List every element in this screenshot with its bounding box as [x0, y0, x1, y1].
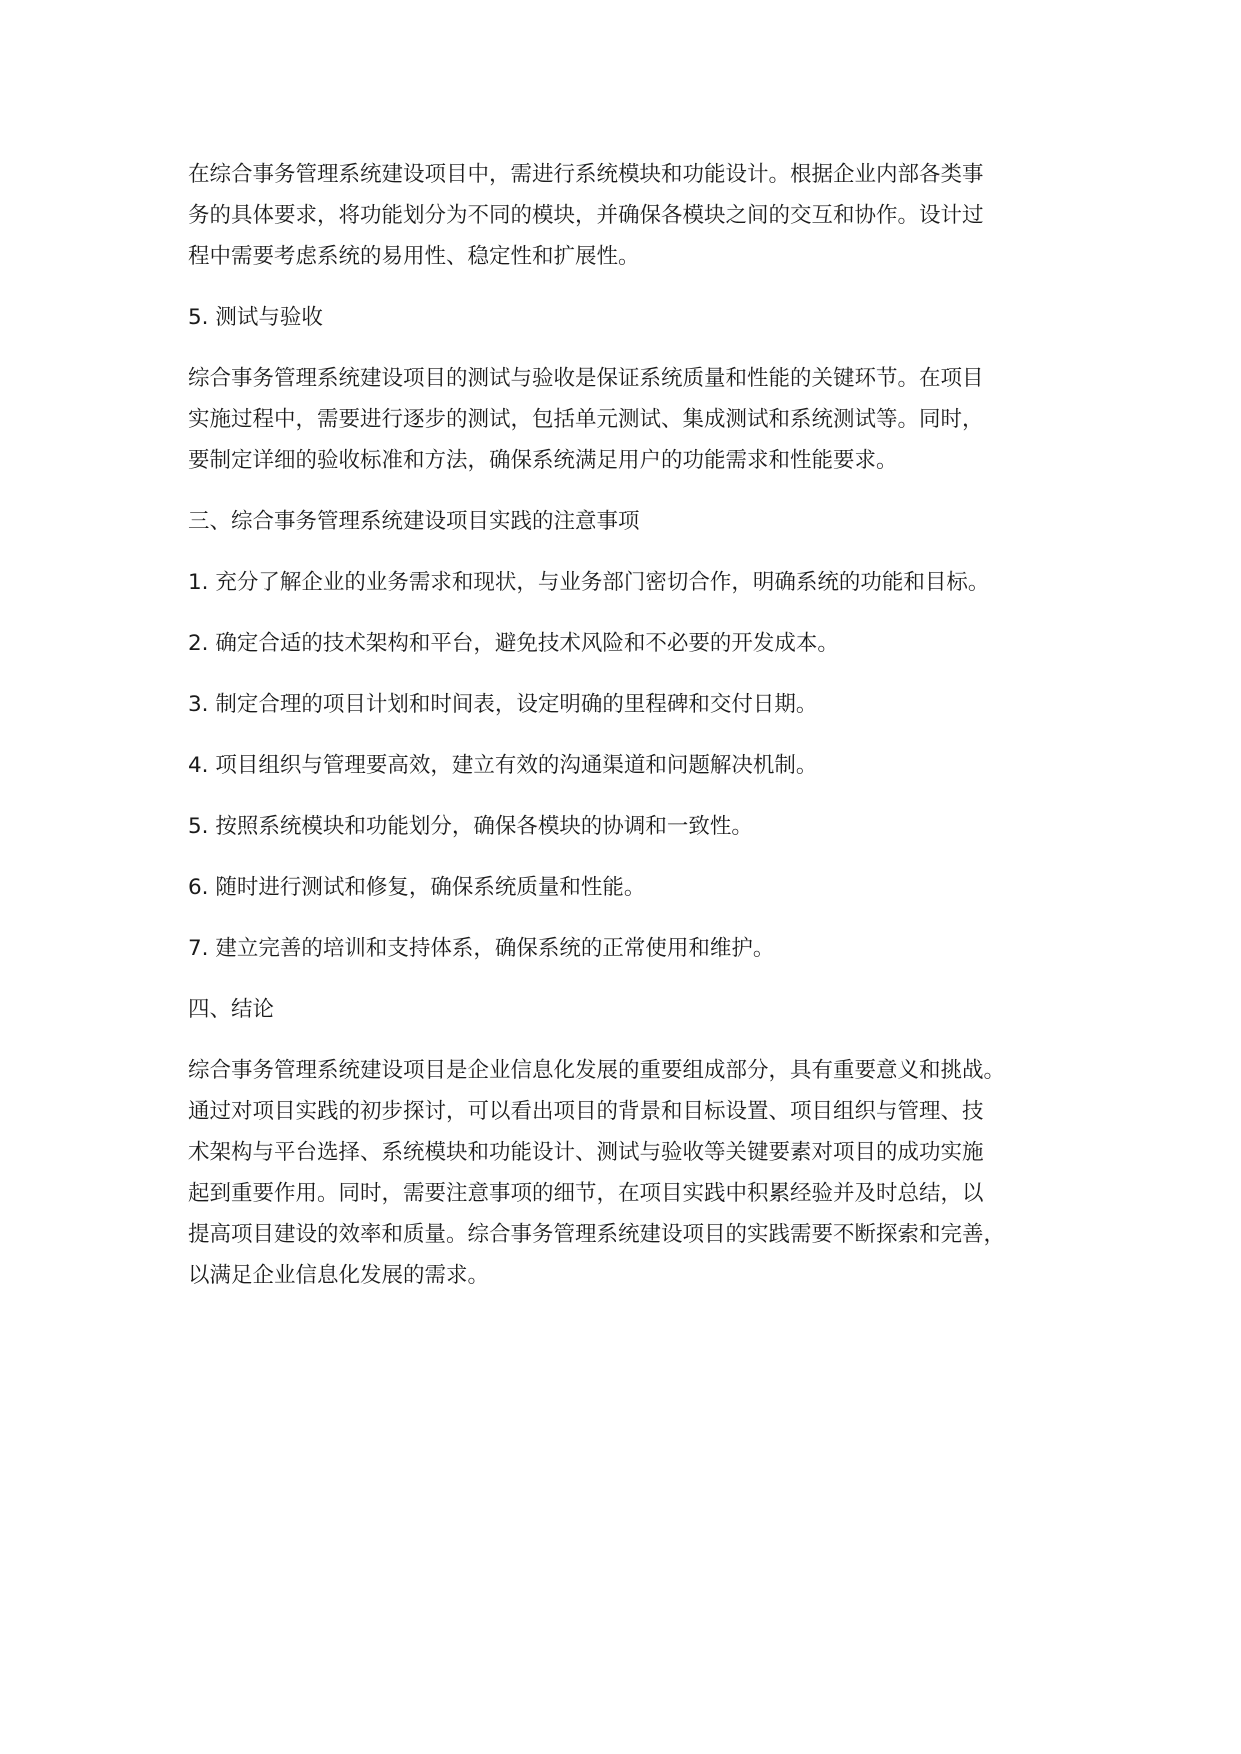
section-heading-testing: 5. 测试与验收 [188, 305, 323, 330]
list-item: 2. 确定合适的技术架构和平台，避免技术风险和不必要的开发成本。 [188, 631, 839, 656]
list-item: 7. 建立完善的培训和支持体系，确保系统的正常使用和维护。 [188, 936, 775, 961]
text-line: 起到重要作用。同时，需要注意事项的细节，在项目实践中积累经验并及时总结，以 [188, 1181, 984, 1206]
text-line: 程中需要考虑系统的易用性、稳定性和扩展性。 [188, 244, 640, 269]
paragraph-testing [188, 358, 1088, 481]
list-item: 3. 制定合理的项目计划和时间表，设定明确的里程碑和交付日期。 [188, 692, 818, 717]
document-body [188, 154, 1088, 1316]
paragraph-system-design [188, 154, 1088, 277]
text-line: 综合事务管理系统建设项目的测试与验收是保证系统质量和性能的关键环节。在项目 [188, 366, 984, 391]
text-line: 要制定详细的验收标准和方法，确保系统满足用户的功能需求和性能要求。 [188, 448, 898, 473]
list-item: 4. 项目组织与管理要高效，建立有效的沟通渠道和问题解决机制。 [188, 753, 818, 778]
list-item: 5. 按照系统模块和功能划分，确保各模块的协调和一致性。 [188, 814, 753, 839]
section-heading-notes: 三、综合事务管理系统建设项目实践的注意事项 [188, 509, 640, 534]
text-line: 实施过程中，需要进行逐步的测试，包括单元测试、集成测试和系统测试等。同时， [188, 407, 984, 432]
list-item: 1. 充分了解企业的业务需求和现状，与业务部门密切合作，明确系统的功能和目标。 [188, 570, 990, 595]
text-line: 务的具体要求，将功能划分为不同的模块，并确保各模块之间的交互和协作。设计过 [188, 203, 984, 228]
text-line: 在综合事务管理系统建设项目中，需进行系统模块和功能设计。根据企业内部各类事 [188, 162, 984, 187]
text-line: 通过对项目实践的初步探讨，可以看出项目的背景和目标设置、项目组织与管理、技 [188, 1099, 984, 1124]
text-line: 以满足企业信息化发展的需求。 [188, 1263, 490, 1288]
text-line: 提高项目建设的效率和质量。综合事务管理系统建设项目的实践需要不断探索和完善， [188, 1222, 1006, 1247]
text-line: 综合事务管理系统建设项目是企业信息化发展的重要组成部分，具有重要意义和挑战。 [188, 1058, 1006, 1083]
section-heading-conclusion: 四、结论 [188, 997, 275, 1022]
text-line: 术架构与平台选择、系统模块和功能设计、测试与验收等关键要素对项目的成功实施 [188, 1140, 984, 1165]
paragraph-conclusion [188, 1050, 1088, 1296]
list-item: 6. 随时进行测试和修复，确保系统质量和性能。 [188, 875, 646, 900]
